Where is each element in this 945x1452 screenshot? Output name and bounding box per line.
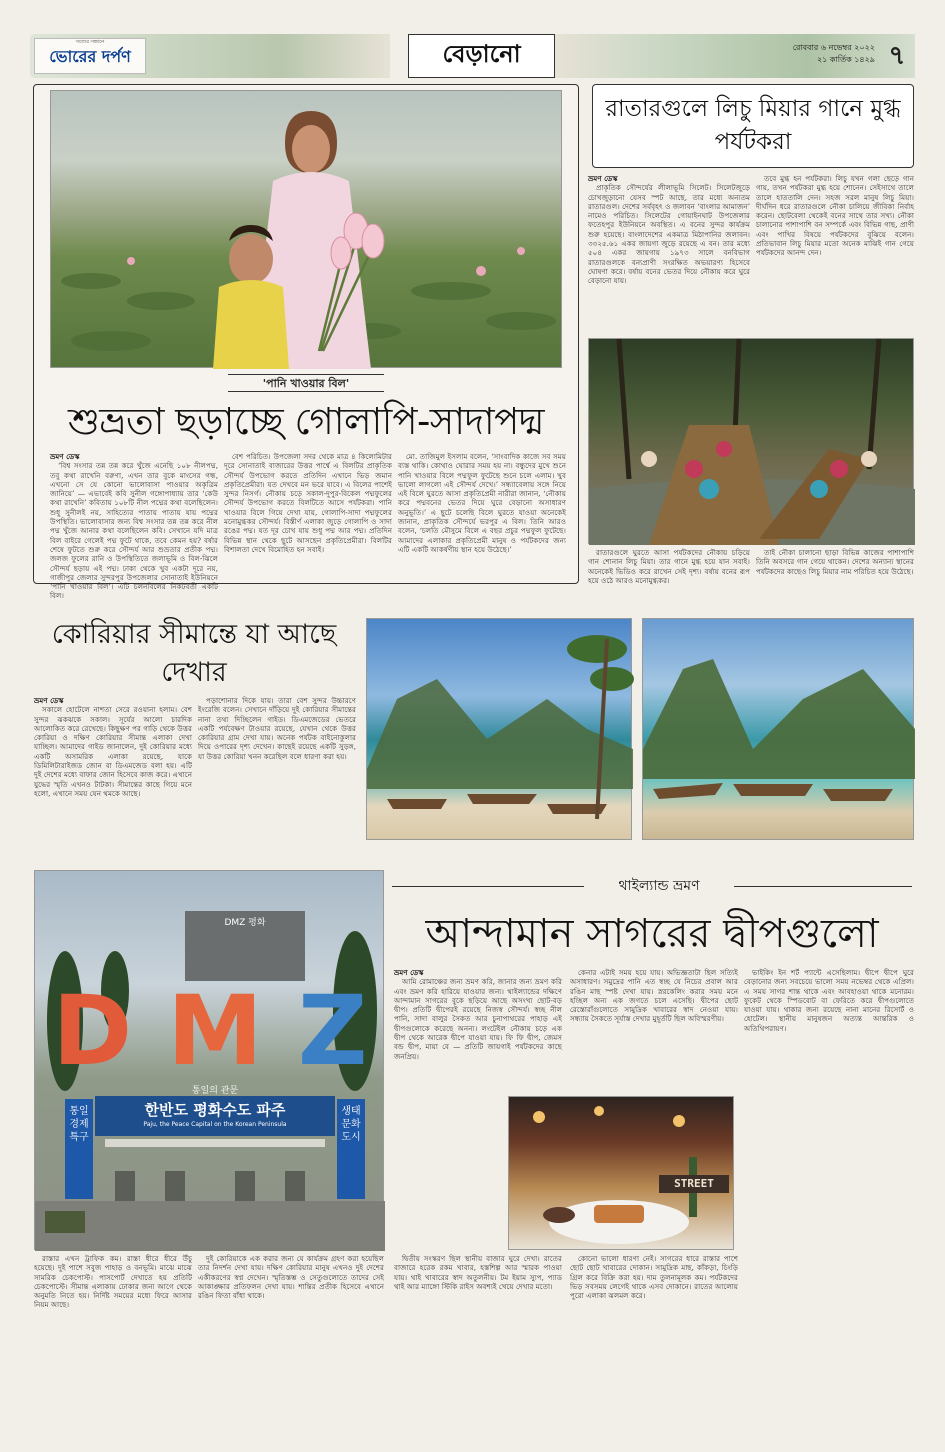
dmz-big-letters [35,971,385,1087]
ratargul-caption-left [588,548,750,585]
date-gregorian: রোববার ৬ নভেম্বর ২০২২ [792,43,875,52]
bil-kicker: 'পানি খাওয়ার বিল' [228,374,384,392]
bil-col-3-text: মো. তাজিমুল ইসলাম বলেন, ‘সাংবাদিক কাজে সব সময় ব্যস্ত থাকি। কোথাও ঘোরার সময় হয় না। বন্ধুদের মুখে শুনে পানি খাওয়ার বিলে পদ্মফুল ফুটেছে শুনে চলে এলাম। খুব ভালো লাগলো এই সৌন্দর্য দেখে।’ সন্ধ্যাবেলায় সঙ্গে নিয়ে এই বিলে ঘুরতে আসা প্রকৃতিপ্রেমী নারীরা জানান, ‘নৌকায় করে পদ্মবনের ভেতর দিয়ে ঘুরে বেড়ানো অসাধারণ অনুভূতি।’ এ ছুটে চলেছি বিলে ঘুরতে যাওয়া অনেকেই জানান, প্রাকৃতিক সৌন্দর্যে ভরপুর এ বিল। তিনি আরও বলেন, ‘চলতি মৌসুমে বিলে এ বছর প্রচুর পদ্মফুল ফুটেছে। আমাদের এলাকার প্রকৃতিপ্রেমী মানুষ ও পর্যটকদের জন্য এটি একটি আকর্ষণীয় স্থান হয়ে উঠেছে।’ [398,452,566,554]
dmz-photo [34,870,384,1250]
korea-headline: কোরিয়ার সীমান্তে যা আছে দেখার [51,619,337,688]
gate-sign-top: 통일의 관문 [191,1086,239,1096]
korea-bottom-col-2-text: দুই কোরিয়াকে এক করার জন্য যে কার্যক্রম গ্রহণ করা হয়েছিল তার নিদর্শন দেখা যায়। দক্ষিণ কোরিয়ার মানুষ এখনও দুই দেশের একীকরণের স্বপ্ন দেখেন। স্মৃতিস্তম্ভ ও সেতুগুলোতে তাদের সেই আকাঙ্ক্ষার প্রতিফলন দেখা যায়। শান্তির প্রতীক হিসেবে এখানে রঙিন ফিতা বাঁধা থাকে। [198,1254,384,1301]
gate-sign-sub: Paju, the Peace Capital on the Korean Peninsula [143,1121,287,1128]
gate-side-right: 생태문화도시 [341,1106,361,1143]
ratargul-boat-photo [588,338,914,544]
thai-lower-col-1 [394,1254,562,1414]
ratargul-scene-illustration [589,339,915,545]
ratargul-caption-left-text: রাতারগুলে ঘুরতে আসা পর্যটকদের নৌকায় চড়িয়ে গান শোনান লিচু মিয়া। তার গানে মুগ্ধ হয়ে যান সবাই। অনেকেই ভিডিও করে রাখেন সেই দৃশ্য। বর্ষায় বনের রূপ হয়ে ওঠে আরও মনোমুগ্ধকর। [588,548,750,585]
ratargul-caption-right [756,548,914,582]
korea-bottom-col-1-text: রাস্তার এখন ট্রাফিক কম। রাস্তা ধীরে ধীরে উঁচু হয়েছে। দুই পাশে সবুজ পাহাড় ও বনভূমি। মাঝে মাঝে সামরিক চেকপোস্ট। পাসপোর্ট দেখাতে হয় প্রতিটি চেকপোস্টে। সীমান্ত এলাকায় ঢোকার জন্য আগে থেকে অনুমতি নিতে হয়। নির্দিষ্ট সময়ের মধ্যে ফিরে আসার নিয়ম আছে। [34,1254,192,1310]
thai-lower-col-2-text: কোনো ভালো ধারণা নেই। সাগরের ধারে রাস্তার পাশে ছোট ছোট খাবারের দোকান। সামুদ্রিক মাছ, কাঁকড়া, চিংড়ি গ্রিল করে বিক্রি করা হয়। দাম তুলনামূলক কম। পর্যটকদের ভিড় সবসময় লেগেই থাকে এসব দোকানে। রাতের আলোয় পুরো এলাকা ঝলমল করে। [570,1254,738,1301]
thai-col-1-text: আমি রোমাঞ্চের জন্য ভ্রমণ করি, জানার জন্য ভ্রমণ করি এবং ভ্রমণ করি হারিয়ে যাওয়ার জন্য। থাইল্যান্ডের দক্ষিণে আন্দামান সাগরের বুকে ছড়িয়ে আছে অসংখ্য ছোট-বড় দ্বীপ। প্রতিটি দ্বীপেরই রয়েছে নিজস্ব সৌন্দর্য। স্বচ্ছ নীল পানি, সাদা বালুর সৈকত আর চুনাপাথরের পাহাড় এই দ্বীপগুলোকে করেছে অনন্য। লংটেইল নৌকায় চড়ে এক দ্বীপ থেকে আরেক দ্বীপে যাওয়া যায়। ফি ফি দ্বীপ, জেমস বন্ড দ্বীপ, মায়া বে — প্রতিটি জায়গাই পর্যটকদের কাছে জনপ্রিয়। [394,977,562,1061]
thai-right-illustration [643,619,915,841]
thai-food-illustration [509,1097,735,1251]
paper-logo [34,38,146,74]
korea-col-1-text: সকালে হোটেলে নাশতা সেরে রওয়ানা হলাম। বেশ সুন্দর ঝকঝকে সকাল। সূর্যের আলো চারদিক আলোকিত করে রেখেছে। কিছুক্ষণ পর গাড়ি থেকে উত্তর কোরিয়া ও দক্ষিণ কোরিয়ার সীমান্ত এলাকা দেখা যাচ্ছিল। আমাদের গাইড জানালেন, দুই কোরিয়ার মধ্যে একটি অসামরিক এলাকা রয়েছে, যাকে ডিমিলিটারাইজড জোন বা ডিএমজেড বলা হয়। এটি দুই দেশের মধ্যে বাফার জোন হিসেবে কাজ করে। এখানে যুদ্ধের স্মৃতি এখনও টাটকা। সীমান্তের কাছে গিয়ে মনে হলো, এখানে সময় যেন থমকে আছে। [34,705,192,798]
bil-col-2 [224,452,392,580]
thai-lower-col-1-text: দ্বিতীয় সংস্করণ ছিল স্থানীয় বাজার ঘুরে দেখা। রাতের বাজারে হরেক রকম খাবার, হস্তশিল্প আর স্মারক পাওয়া যায়। থাই খাবারের স্বাদ অতুলনীয়। টম ইয়াম স্যুপ, প্যাড থাই আর ম্যাঙ্গো স্টিকি রাইস অবশ্যই খেয়ে দেখার মতো। [394,1254,562,1291]
bil-headline: শুভ্রতা ছড়াচ্ছে গোলাপি-সাদাপদ্ম [67,400,545,443]
thai-col-1 [394,968,562,1090]
dmz-letter-z: Z [297,975,368,1087]
korea-col-2 [198,696,356,856]
thai-left-illustration [367,619,633,841]
dmz-building-sign: DMZ 평화 [224,918,266,928]
street-sign: STREET [674,1177,714,1190]
ratargul-headline-box [592,84,914,168]
date-bengali: ২১ কার্তিক ১৪২৯ [816,55,875,64]
page-number: ৭ [888,41,906,71]
gate-side-left: 통일경제특구 [69,1106,89,1143]
thai-col-2-text: কেনার এটাই সময় হয়ে যায়। অভিজ্ঞতাটা ছিল সত্যিই অসাধারণ। সমুদ্রের পানি এত স্বচ্ছ যে নিচের প্রবাল আর রঙিন মাছ স্পষ্ট দেখা যায়। স্নরকেলিং করার সময় মনে হচ্ছিল অন্য এক জগতে চলে এসেছি। দ্বীপের ছোট রেস্তোরাঁগুলোতে সামুদ্রিক খাবারের স্বাদ নেওয়া যায়। সন্ধ্যায় সৈকতে সূর্যাস্ত দেখার মুহূর্তটি ছিল অবিস্মরণীয়। [570,968,738,1024]
bil-col-1-text: ‘বিশ্ব সংসার তন্ন তন্ন করে খুঁজে এনেছি ১০৮ নীলপদ্ম, তবু কথা রাখেনি বরুণা, এখন তার বুকে মাংসের গন্ধ, এখনো সে যে কোনো ভালোবাসা পাওয়ার অকৃত্রিম জানিয়ে’ — এভাবেই কবি সুনীল গঙ্গোপাধ্যায় তার ‘কেউ কথা রাখেনি’ কবিতায় ১০৮টি নীল পদ্মের কথা বলেছিলেন। শুধু সুনীলই নয়, সাহিত্যের পাতায় পাতায় যায় পদ্মের উপস্থিতি। ভালোবাসার জন্য বিশ্ব সংসার তন্ন তন্ন করে নীল পদ্ম খুঁজে আনার কথা বলেছিলেন কবি। সেখানে যদি মাত্র বিল বাইরে গেলেই পদ্ম ফুটে থাকে, তবে কেমন হয়? বর্ষার শেষে ফুটতে শুরু করে সৌন্দর্য আর শুভ্রতার প্রতীক পদ্ম। জলজ ফুলের রানি ও উপস্থিতিতে জলাভূমি ও বিল-ঝিলে সৌন্দর্য ছড়ায় এই পদ্ম। ঢাকা থেকে খুব একটা দূরে নয়, গাজীপুর জেলার সুন্দরপুর উপজেলার সোনাতাই ইউনিয়নে ‘পানি খাওয়ার বিল’। এটি চলনবিলের নিকটবর্তী একটি বিল। [50,461,218,601]
thai-food-photo [508,1096,734,1250]
ratargul-col-2-text: তবে মুগ্ধ হন পর্যটকরা। লিচু যখন গলা ছেড়ে গান গায়, তখন পর্যটকরা মুগ্ধ হয়ে শোনেন। সেইসাথে তালে তালে হাততালি দেন। সহজ সরল মানুষ লিচু মিয়া। দীর্ঘদিন ধরে রাতারগুলে নৌকা চালিয়ে জীবিকা নির্বাহ করেন। ছোটবেলা থেকেই বনের সাথে তার সখ্য। নৌকা চালানোর পাশাপাশি বন সম্পর্কে এবং বিভিন্ন গাছ, প্রাণী এবং পাখির বিষয়ে পর্যটকদের বুঝিয়ে বলেন। প্রতিভাবান লিচু মিয়ার মতো অনেক মাঝিই গান গেয়ে পর্যটকদের আনন্দ দেন। [756,174,914,258]
ratargul-caption-right-text: তাই নৌকা চালানো ছাড়া বিভিন্ন কাজের পাশাপাশি তিনি অবসরে গান গেয়ে থাকেন। দেশের অন্যান্য স্থানের পর্যটকদের কাছেও লিচু মিয়ার নাম পরিচিত হয়ে উঠেছে। [756,548,914,576]
thai-col-3 [744,968,914,1414]
thai-col-2 [570,968,738,1090]
thailand-headline: আন্দামান সাগরের দ্বীপগুলো [425,911,879,957]
thai-col-3-text: ভাইকিং ইন শর্ট প্যান্টে এসেছিলাম। দ্বীপে দ্বীপে ঘুরে বেড়ানোর জন্য সবচেয়ে ভালো সময় নভেম্বর থেকে এপ্রিল। এ সময় সাগর শান্ত থাকে এবং আবহাওয়া থাকে মনোরম। ফুকেট থেকে স্পিডবোট বা ফেরিতে করে দ্বীপগুলোতে যাওয়া যায়। থাকার জন্য রয়েছে নানা মানের রিসোর্ট ও হোটেল। স্থানীয় মানুষজন অত্যন্ত আন্তরিক ও অতিথিপরায়ণ। [744,968,914,1033]
dmz-letter-d: D [52,975,133,1087]
ratargul-col-1 [588,174,750,334]
gate-sign-main: 한반도 평화수도 파주 [144,1101,286,1119]
ratargul-col-2 [756,174,914,334]
thai-beach-photo-left [366,618,632,840]
lotus-scene-illustration [51,91,563,369]
thai-lower-col-2 [570,1254,738,1414]
bil-col-3 [398,452,566,580]
korea-bottom-col-1 [34,1254,192,1414]
paper-name: ভোরের দর্পণ [49,47,131,66]
bil-col-2-text: বেশ পরিচিত। উপজেলা সদর থেকে মাত্র ৪ কিলোমিটার দূরে সোনাতাই বাজারের উত্তর পার্শ্বে এ বিলটির প্রাকৃতিক সৌন্দর্য উপভোগ করতে প্রতিদিন এখানে ভিড় জমান প্রকৃতিপ্রেমীরা। যত দেখবে মন ভরে যাবে। এ বিলের পাশেই সুন্দর নিসর্গ। নৌকায় চড়ে সকাল-দুপুর-বিকেল পদ্মফুলের সৌন্দর্য উপভোগ করতে বিলটিতে আসে পর্যটকরা। পানি খাওয়ার বিলে গিয়ে দেখা যায়, গোলাপি-সাদা পদ্মফুলের মনোমুগ্ধকর সৌন্দর্য। বিস্তীর্ণ এলাকা জুড়ে গোলাপি ও সাদা রঙের পদ্ম। যত দূর চোখ যায় শুধু পদ্ম আর পদ্ম। প্রতিদিন বিভিন্ন স্থান থেকে ছুটে আসছেন প্রকৃতিপ্রেমীরা। বিলটির বিশালতা দেখে বিমোহিত হন সবাই। [224,452,392,554]
ratargul-col-1-text: প্রাকৃতিক সৌন্দর্যের লীলাভূমি সিলেট। সিলেটজুড়ে চোখজুড়ানো যেসব স্পট আছে, তার মধ্যে অন্যতম রাতারগুল। দেশের সর্ববৃহৎ ও জলাবন ‘বাংলার আমাজন’ নামেও পরিচিত। সিলেটের গোয়াইনঘাট উপজেলার ফতেহপুর ইউনিয়নে অবস্থিত। এ বনের সুন্দর কার্যক্রম শুরু হয়েছে। বাংলাদেশের একমাত্র মিঠাপানির জলাবন। ৩৩২৫.৬১ একর জায়গা জুড়ে রয়েছে এ বন। তার মধ্যে ৫০৪ একর জায়গায় ১৯৭৩ সালে বনবিভাগ রাতারগুলকে বন্যপ্রাণী সংরক্ষিত অভয়ারণ্য হিসেবে ঘোষণা করে। বর্ষায় বনের ভেতর দিয়ে নৌকায় করে ঘুরে বেড়ানো যায়। [588,183,750,286]
section-title: বেড়ানো [442,40,521,68]
thai-beach-photo-right [642,618,914,840]
masthead [30,34,915,78]
korea-byline: ভ্রমণ ডেস্ক [34,696,64,705]
date-block [760,42,875,66]
bil-byline: ভ্রমণ ডেস্ক [50,452,80,461]
thailand-kicker: থাইল্যান্ড ভ্রমণ [584,876,734,896]
section-title-box [408,34,555,78]
paper-tagline: সত্যের সন্ধানে [75,39,105,45]
korea-col-2-text: পড়াশোনার দিকে যায়। তারা বেশ সুন্দর উচ্চারণে ইংরেজি বলেন। সেখানে দাঁড়িয়ে দুই কোরিয়ার সীমান্তের নানা তথ্য দিচ্ছিলেন গাইড। ডিএমজেডের ভেতরে একটি পর্যবেক্ষণ টাওয়ার রয়েছে, যেখান থেকে উত্তর কোরিয়ার গ্রাম দেখা যায়। অনেক পর্যটক বাইনোকুলার দিয়ে ওপারের দৃশ্য দেখেন। কাছেই রয়েছে একটি সুড়ঙ্গ, যা উত্তর কোরিয়া খনন করেছিল বলে ধারণা করা হয়। [198,696,356,761]
korea-col-1 [34,696,192,856]
dmz-letter-m: M [167,975,263,1087]
bil-col-1 [50,452,218,601]
lotus-girl-photo [50,90,562,368]
thailand-byline: ভ্রমণ ডেস্ক [394,968,424,977]
ratargul-headline: রাতারগুলে লিচু মিয়ার গানে মুগ্ধ পর্যটকরা [605,96,901,155]
ratargul-byline: ভ্রমণ ডেস্ক [588,174,618,183]
korea-bottom-col-2 [198,1254,384,1414]
